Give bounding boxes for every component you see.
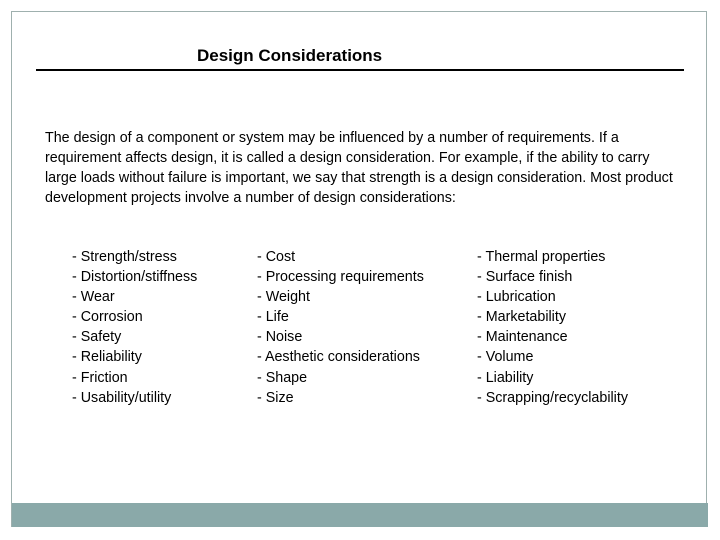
title-underline — [36, 69, 684, 71]
slide-title: Design Considerations — [197, 46, 383, 65]
list-item: - Liability — [477, 369, 534, 386]
considerations-column-1 — [72, 247, 197, 408]
list-item: - Lubrication — [477, 289, 556, 306]
list-item: - Friction — [72, 369, 128, 386]
list-item: - Weight — [257, 289, 310, 306]
list-item: - Volume — [477, 349, 534, 366]
considerations-column-2 — [257, 247, 424, 408]
considerations-column-3 — [477, 247, 628, 408]
intro-paragraph: The design of a component or system may be influenced by a number of requirements. If a requirement affects design, it is called a design consideration. For example, if the ability to carry large loads without failure is important, we say that strength is a design consideration. Most product development projects involve a number of design considerations: — [45, 130, 673, 206]
list-item: - Thermal properties — [477, 249, 606, 265]
list-item: - Wear — [72, 289, 115, 306]
list-item: - Usability/utility — [72, 389, 172, 406]
list-item: - Reliability — [72, 349, 142, 366]
list-item: - Safety — [72, 329, 122, 346]
list-item: - Strength/stress — [72, 249, 177, 265]
list-item: - Marketability — [477, 309, 566, 326]
list-item: - Distortion/stiffness — [72, 269, 198, 286]
footer-band — [12, 503, 708, 527]
list-item: - Aesthetic considerations — [257, 349, 420, 366]
list-item: - Surface finish — [477, 269, 573, 286]
list-item: - Scrapping/recyclability — [477, 389, 628, 406]
list-item: - Corrosion — [72, 309, 143, 326]
list-item: - Noise — [257, 329, 303, 346]
list-item: - Maintenance — [477, 329, 568, 346]
list-item: - Shape — [257, 369, 308, 386]
list-item: - Cost — [257, 249, 296, 265]
list-item: - Life — [257, 309, 289, 326]
list-item: - Processing requirements — [257, 269, 424, 286]
list-item: - Size — [257, 389, 294, 406]
